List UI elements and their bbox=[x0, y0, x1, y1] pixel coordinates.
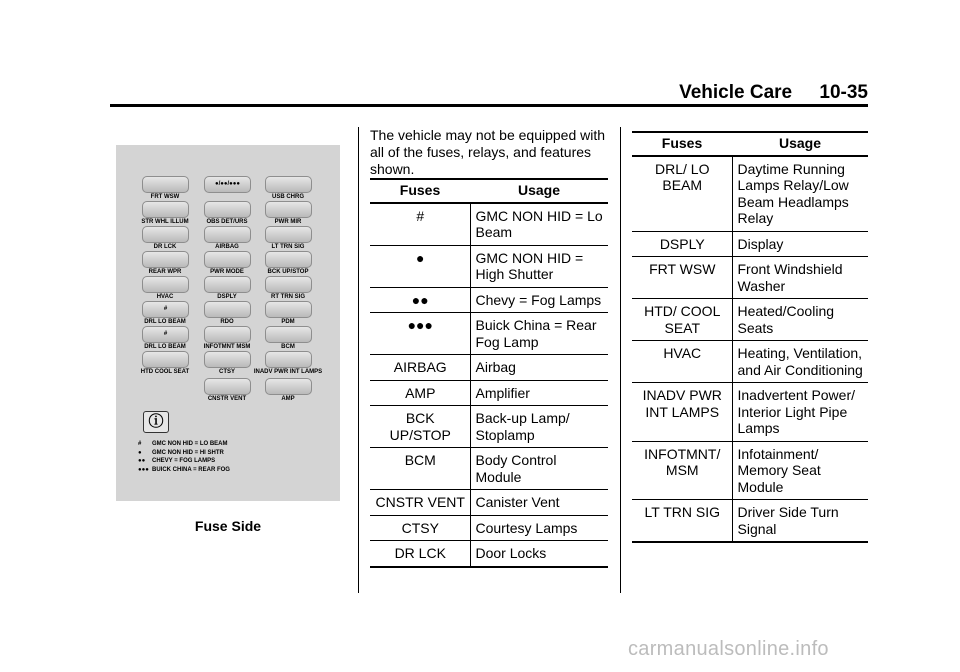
fuse-usage-table-2 bbox=[632, 131, 868, 543]
fuse-label: BCM bbox=[281, 344, 295, 350]
fuse-cell: HTD/ COOL SEAT bbox=[632, 299, 732, 341]
fuse-cell: AMP bbox=[370, 380, 470, 406]
figure-caption: Fuse Side bbox=[194, 518, 262, 534]
fuse-slot: ●/●●/●●● bbox=[204, 176, 251, 193]
fuse-label: REAR WPR bbox=[148, 269, 182, 275]
fuse-slot bbox=[142, 176, 189, 193]
table-header-row bbox=[370, 179, 608, 203]
table-row bbox=[632, 299, 868, 341]
table-row bbox=[370, 313, 608, 355]
fuse-cell: ●●● bbox=[370, 313, 470, 355]
usage-cell: Inadvertent Power/ Interior Light Pipe Lamps bbox=[737, 387, 856, 436]
fuse-label: OBS DET/URS bbox=[206, 219, 248, 225]
usage-cell: Chevy = Fog Lamps bbox=[475, 291, 602, 308]
usage-cell: Daytime Running Lamps Relay/Low Beam Headlamps Relay bbox=[737, 160, 849, 226]
fuse-label: USB CHRG bbox=[271, 194, 304, 200]
fuse-cell: AIRBAG bbox=[370, 355, 470, 381]
fuse-slot bbox=[265, 251, 312, 268]
usage-cell: Front Windshield Washer bbox=[737, 261, 843, 294]
table-row bbox=[370, 448, 608, 490]
legend-row: ● GMC NON HID = HI SHTR bbox=[138, 449, 224, 456]
table-row bbox=[632, 257, 868, 299]
fuse-usage-table-1 bbox=[370, 178, 608, 568]
watermark: carmanualsonline.info bbox=[628, 638, 829, 660]
fuse-label: BCK UP/STOP bbox=[267, 269, 309, 275]
fuse-cell: BCK UP/STOP bbox=[370, 406, 470, 448]
fuse-slot bbox=[142, 276, 189, 293]
fuse-label: LT TRN SIG bbox=[271, 244, 305, 250]
table-row bbox=[370, 245, 608, 287]
usage-cell: Canister Vent bbox=[475, 494, 560, 510]
usage-cell: Infotainment/ Memory Seat Module bbox=[737, 445, 821, 495]
usage-cell: Buick China = Rear Fog Lamp bbox=[475, 317, 597, 350]
fuse-slot bbox=[204, 251, 251, 268]
fuse-label: PWR MIR bbox=[274, 219, 302, 225]
column-header-usage: Usage bbox=[517, 182, 561, 198]
fuse-cell: CNSTR VENT bbox=[370, 490, 470, 516]
table-row bbox=[632, 383, 868, 442]
usage-cell: Heating, Ventilation, and Air Conditioning bbox=[737, 345, 863, 378]
fuse-label: PWR MODE bbox=[210, 269, 244, 275]
table-row bbox=[632, 231, 868, 257]
fuse-cell: HVAC bbox=[632, 341, 732, 383]
usage-cell: Door Locks bbox=[475, 545, 547, 561]
table-header-row bbox=[632, 132, 868, 156]
fuse-cell: ●● bbox=[370, 287, 470, 313]
fuse-label: CTSY bbox=[218, 369, 235, 375]
fuse-cell: CTSY bbox=[370, 515, 470, 541]
fuse-slot bbox=[204, 301, 251, 318]
fuse-cell: FRT WSW bbox=[632, 257, 732, 299]
table-row bbox=[632, 441, 868, 500]
fuse-label: PDM bbox=[281, 319, 295, 325]
fuse-label: RT TRN SIG bbox=[271, 294, 305, 300]
legend-row: ●● CHEVY = FOG LAMPS bbox=[138, 458, 216, 464]
section-title: Vehicle Care bbox=[679, 82, 793, 103]
fuse-label: HTD COOL SEAT bbox=[140, 369, 190, 375]
fuse-slot: # bbox=[142, 326, 189, 343]
fuse-label: HVAC bbox=[156, 294, 174, 300]
fuse-slot bbox=[142, 351, 189, 368]
column-divider bbox=[358, 127, 359, 593]
column-header-fuses: Fuses bbox=[661, 135, 703, 151]
fuse-label: DRL LO BEAM bbox=[144, 344, 186, 350]
fuse-legend bbox=[138, 440, 230, 474]
fuse-cell: INADV PWR INT LAMPS bbox=[632, 383, 732, 442]
table-row bbox=[370, 355, 608, 381]
usage-cell: Back-up Lamp/ Stoplamp bbox=[475, 410, 570, 443]
fuse-slot bbox=[142, 251, 189, 268]
legend-row: # GMC NON HID = LO BEAM bbox=[138, 441, 228, 447]
usage-cell: Airbag bbox=[475, 359, 516, 375]
page-header bbox=[110, 82, 868, 104]
fuse-label: CNSTR VENT bbox=[207, 396, 247, 402]
fuse-slot bbox=[265, 326, 312, 343]
fuse-slot bbox=[265, 351, 312, 368]
fuse-slot bbox=[204, 201, 251, 218]
fuse-cell: INFOTMNT/ MSM bbox=[632, 441, 732, 500]
fuse-label: DSPLY bbox=[217, 294, 237, 300]
column-header-fuses: Fuses bbox=[399, 182, 441, 198]
table-row bbox=[370, 490, 608, 516]
table-row bbox=[370, 541, 608, 567]
table-row bbox=[370, 203, 608, 246]
usage-cell: Display bbox=[737, 235, 784, 252]
fuse-label: FRT WSW bbox=[150, 194, 180, 200]
fuse-label: INADV PWR INT LAMPS bbox=[253, 369, 323, 375]
table-row bbox=[632, 156, 868, 232]
fuse-slot bbox=[204, 226, 251, 243]
fuse-slot: # bbox=[142, 301, 189, 318]
fuse-slot bbox=[265, 378, 312, 395]
fuse-label: INFOTMNT MSM bbox=[203, 344, 251, 350]
table-row bbox=[632, 500, 868, 543]
page-number: 10-35 bbox=[819, 82, 868, 103]
fuse-slot bbox=[265, 201, 312, 218]
table-row bbox=[370, 515, 608, 541]
fuse-cell: # bbox=[370, 203, 470, 246]
fuse-label: AMP bbox=[281, 396, 295, 402]
fuse-label: RDO bbox=[220, 319, 234, 325]
fuse-cell: DSPLY bbox=[632, 231, 732, 257]
fuse-slot bbox=[265, 276, 312, 293]
fuse-slot bbox=[265, 176, 312, 193]
fuse-slot bbox=[142, 226, 189, 243]
fuse-slot bbox=[204, 378, 251, 395]
header-rule bbox=[110, 104, 868, 107]
fuse-slot bbox=[265, 301, 312, 318]
table-row bbox=[370, 406, 608, 448]
fuse-slot bbox=[142, 201, 189, 218]
fuse-cell: DR LCK bbox=[370, 541, 470, 567]
usage-cell: Driver Side Turn Signal bbox=[737, 504, 839, 537]
fuse-slot bbox=[265, 226, 312, 243]
usage-cell: GMC NON HID = High Shutter bbox=[475, 249, 584, 282]
fuse-cell: ● bbox=[370, 245, 470, 287]
table-row bbox=[370, 287, 608, 313]
fuse-cell: BCM bbox=[370, 448, 470, 490]
usage-cell: GMC NON HID = Lo Beam bbox=[475, 207, 603, 240]
fuse-slot bbox=[204, 326, 251, 343]
usage-cell: Amplifier bbox=[475, 384, 530, 401]
fuse-label: AIRBAG bbox=[215, 244, 239, 250]
usage-cell: Body Control Module bbox=[475, 452, 557, 485]
intro-text: The vehicle may not be equipped with all of the fuses, relays, and features shown. bbox=[370, 127, 606, 177]
fuse-slot bbox=[204, 351, 251, 368]
table-row bbox=[632, 341, 868, 383]
table-row bbox=[370, 380, 608, 406]
fuse-cell: LT TRN SIG bbox=[632, 500, 732, 543]
usage-cell: Courtesy Lamps bbox=[475, 519, 578, 536]
legend-row: ●●● BUICK CHINA = REAR FOG bbox=[138, 466, 230, 473]
fuse-slot bbox=[204, 276, 251, 293]
usage-cell: Heated/Cooling Seats bbox=[737, 303, 835, 336]
column-header-usage: Usage bbox=[778, 135, 822, 151]
owner-manual-icon: ⓘ bbox=[143, 411, 169, 433]
fuse-label: DRL LO BEAM bbox=[144, 319, 186, 325]
fuse-cell: DRL/ LO BEAM bbox=[632, 156, 732, 232]
fuse-label: STR WHL ILLUM bbox=[141, 219, 189, 225]
fuse-label: DR LCK bbox=[153, 244, 177, 250]
column-divider bbox=[620, 127, 621, 593]
